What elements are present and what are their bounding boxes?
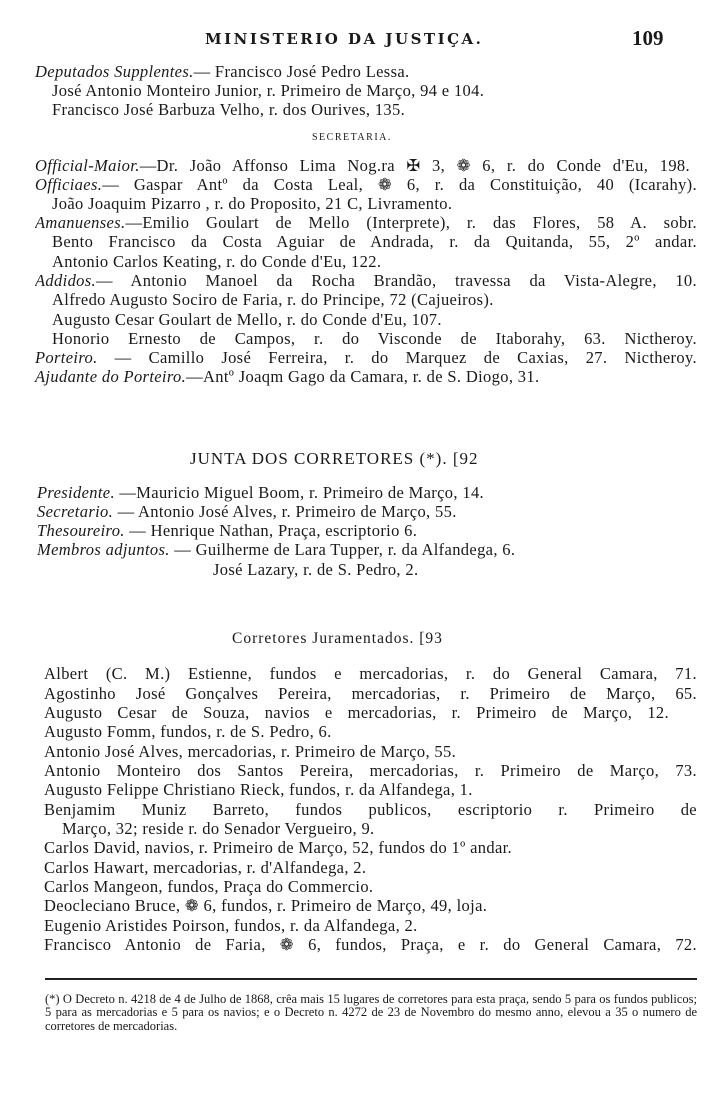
entry-text: — Camillo José Ferreira, r. do Marquez de Caxias, 27. Nictheroy. [97, 348, 697, 367]
entry-text: Março, 32; reside r. do Senador Vergueiro, 9. [62, 819, 375, 838]
corretores-entry [44, 742, 456, 761]
corretores-entry [44, 838, 512, 857]
entry-label: Addidos. [35, 271, 97, 290]
secretaria-entry [52, 310, 442, 329]
secretaria-entry [52, 194, 452, 213]
entry-text: —Mauricio Miguel Boom, r. Primeiro de Março, 14. [114, 483, 485, 502]
junta-entry [213, 560, 418, 579]
entry-text: —Dr. João Affonso Lima Nog.ra ✠ 3, ❁ 6, r. do Conde d'Eu, 198. [139, 156, 690, 175]
deputados-entry [52, 81, 484, 100]
entry-text: Francisco Antonio de Faria, ❁ 6, fundos, Praça, e r. do General Camara, 72. [44, 935, 697, 954]
entry-text: João Joaquim Pizarro , r. do Proposito, 21 C, Livramento. [52, 194, 453, 213]
running-header-title: MINISTERIO DA JUSTIÇA. [205, 30, 484, 48]
deputados-entry [35, 62, 410, 81]
corretores-entry [44, 703, 669, 722]
footnote-divider [45, 978, 697, 980]
entry-label: Thesoureiro. [37, 521, 125, 540]
deputados-entry [52, 100, 405, 119]
entry-label: Deputados Supplentes. [35, 62, 194, 81]
secretaria-entry [52, 290, 494, 309]
entry-text: Deocleciano Bruce, ❁ 6, fundos, r. Primeiro de Março, 49, loja. [44, 896, 488, 915]
entry-text: Francisco José Barbuza Velho, r. dos Ourives, 135. [52, 100, 406, 119]
entry-text: Augusto Cesar Goulart de Mello, r. do Conde d'Eu, 107. [52, 310, 442, 329]
entry-label: Official-Maior. [35, 156, 140, 175]
entry-text: Honorio Ernesto de Campos, r. do Visconde de Itaborahy, 63. Nictheroy. [52, 329, 697, 348]
entry-text: Carlos David, navios, r. Primeiro de Março, 52, fundos do 1º andar. [44, 838, 513, 857]
entry-label: Secretario. [37, 502, 114, 521]
entry-label: Membros adjuntos. [37, 540, 170, 559]
entry-label: Porteiro. [35, 348, 98, 367]
entry-label: Ajudante do Porteiro. [35, 367, 187, 386]
secretaria-entry [35, 367, 539, 386]
secretaria-entry [52, 232, 697, 251]
secretaria-entry [52, 252, 381, 271]
entry-label: Presidente. [37, 483, 115, 502]
secretaria-entry [35, 175, 697, 194]
secretaria-entry [35, 348, 697, 367]
page-number: 109 [632, 26, 664, 50]
entry-text: Antonio Carlos Keating, r. do Conde d'Eu, 122. [52, 252, 382, 271]
corretores-entry [62, 819, 375, 838]
entry-text: Bento Francisco da Costa Aguiar de Andrada, r. da Quitanda, 55, 2º andar. [52, 232, 697, 251]
footnote: (*) O Decreto n. 4218 de 4 de Julho de 1868, crêa mais 15 lugares de corretores para esta praça, sendo 5 para os fundos publicos; 5 para as mercadorias e 5 para os navios; e o Decreto n. 4272 de 23 de Novembro do mesmo anno, elevou a 35 o numero de corretores de mercadorias. [45, 992, 697, 1033]
secretaria-entry [35, 156, 690, 175]
secretaria-entry [35, 213, 697, 232]
corretores-entry [44, 858, 366, 877]
corretores-entry [44, 935, 697, 954]
entry-text: Antonio José Alves, mercadorias, r. Primeiro de Março, 55. [44, 742, 457, 761]
entry-text: Augusto Felippe Christiano Rieck, fundos, r. da Alfandega, 1. [44, 780, 473, 799]
section-heading-corretores: Corretores Juramentados. [93 [232, 630, 443, 647]
corretores-entry [44, 780, 473, 799]
entry-text: Antonio Monteiro dos Santos Pereira, mercadorias, r. Primeiro de Março, 73. [44, 761, 697, 780]
section-heading-secretaria: SECRETARIA. [312, 132, 392, 143]
corretores-entry [44, 664, 697, 683]
junta-entry [37, 483, 484, 502]
entry-text: José Lazary, r. de S. Pedro, 2. [213, 560, 419, 579]
secretaria-entry [35, 271, 697, 290]
entry-text: José Antonio Monteiro Junior, r. Primeiro de Março, 94 e 104. [52, 81, 485, 100]
corretores-entry [44, 722, 332, 741]
entry-text: Albert (C. M.) Estienne, fundos e mercadorias, r. do General Camara, 71. [44, 664, 697, 683]
entry-text: Benjamim Muniz Barreto, fundos publicos, escriptorio r. Primeiro de [44, 800, 697, 819]
entry-text: — Antonio José Alves, r. Primeiro de Março, 55. [113, 502, 457, 521]
entry-label: Amanuenses. [35, 213, 126, 232]
entry-text: Augusto Cesar de Souza, navios e mercadorias, r. Primeiro de Março, 12. [44, 703, 669, 722]
junta-entry [37, 540, 515, 559]
entry-label: Officiaes. [35, 175, 103, 194]
section-heading-junta: JUNTA DOS CORRETORES (*). [92 [190, 449, 479, 468]
corretores-entry [44, 896, 487, 915]
entry-text: —Emilio Goulart de Mello (Interprete), r. das Flores, 58 A. sobr. [125, 213, 697, 232]
entry-text: Carlos Mangeon, fundos, Praça do Commercio. [44, 877, 374, 896]
junta-entry [37, 521, 417, 540]
junta-entry [37, 502, 457, 521]
corretores-entry [44, 800, 697, 819]
secretaria-entry [52, 329, 697, 348]
entry-text: — Francisco José Pedro Lessa. [193, 62, 410, 81]
corretores-entry [44, 916, 418, 935]
entry-text: Eugenio Aristides Poirson, fundos, r. da Alfandega, 2. [44, 916, 418, 935]
corretores-entry [44, 684, 697, 703]
entry-text: — Gaspar Antº da Costa Leal, ❁ 6, r. da Constituição, 40 (Icarahy). [102, 175, 697, 194]
entry-text: Agostinho José Gonçalves Pereira, mercadorias, r. Primeiro de Março, 65. [44, 684, 697, 703]
entry-text: Augusto Fomm, fundos, r. de S. Pedro, 6. [44, 722, 332, 741]
entry-text: Carlos Hawart, mercadorias, r. d'Alfandega, 2. [44, 858, 367, 877]
corretores-entry [44, 877, 373, 896]
entry-text: — Antonio Manoel da Rocha Brandão, travessa da Vista-Alegre, 10. [96, 271, 697, 290]
entry-text: — Guilherme de Lara Tupper, r. da Alfandega, 6. [169, 540, 516, 559]
entry-text: —Antº Joaqm Gago da Camara, r. de S. Diogo, 31. [186, 367, 540, 386]
entry-text: — Henrique Nathan, Praça, escriptorio 6. [124, 521, 418, 540]
entry-text: Alfredo Augusto Sociro de Faria, r. do Principe, 72 (Cajueiros). [52, 290, 494, 309]
corretores-entry [44, 761, 697, 780]
